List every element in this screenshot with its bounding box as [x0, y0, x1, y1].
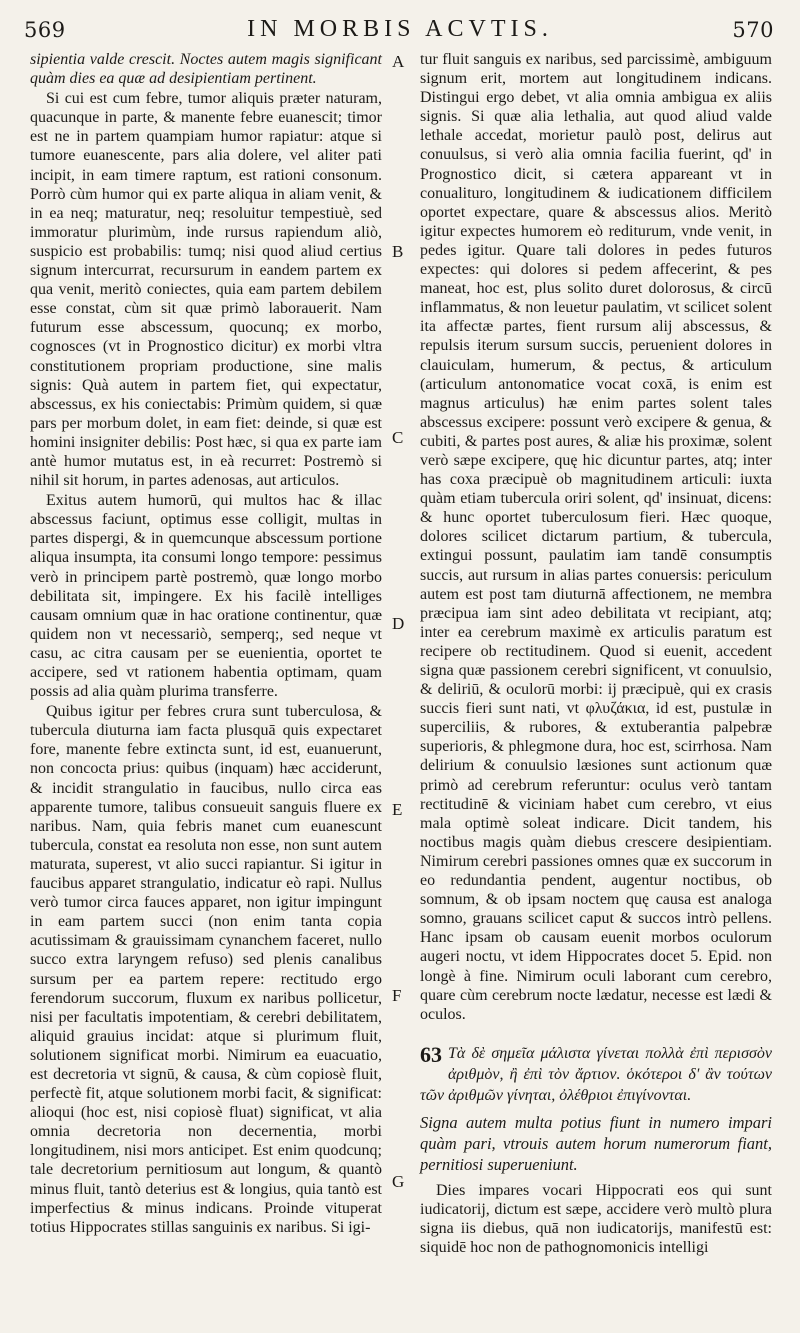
paragraph: tur fluit sanguis ex naribus, sed parcissimè, ambiguum signum erit, mortem aut longitudinem indicans. Distingui ergo debet, vt alia omnia ambigua ex aliis signis. Si quæ alia lethalia, aut quod aliud valde lethale accedat, morietur paulò post, delirus aut conuulsus, si verò alia omnia facilia fuerint, qd' in Prognostico dicit, si cætera appareant vt in conualituro, longitudinem & iudicationem difficilem oportet expectare, quare & abscessus alios. Meritò igitur expectes humorem eò rediturum, vnde venit, in pedes igitur. Quare tali dolores in pedes futuros expectes: qui dolores si pedem affecerint, & pes maneat, hoc est, plus solito duret dolorosus, & circū inflammatus, & non leuetur paulatim, vt scilicet solent ita affectæ partes, fient rursum alij abscessus, & repulsis iterum sursum succis, peruenient dolores in clauiculam, humerum, & pectus, & articulum (articulum antonomatice vocat coxā, is enim est magnus articulus) hæ enim partes solent tales abscessus excipere: possunt verò excipere & genua, & cubiti, & partes post aures, & aliæ his proximæ, solent verò sæpe excipere, quę hic dicuntur partes, atq; inter has coxa præcipuè ob magnitudinem articuli: iuxta quàm etiam tubercula oriri solent, qd' insinuat, dicens: & hunc oportet tuberculosum fieri. Hæc quoque, dolores scilicet dictarum partium, & tubercula, extingui possunt, paulatim iam tandē consumptis succis, aut rursum in alias partes conuersis: periculum autem est post tam diuturnā affectionem, ne membra præcipua iam sint adeo debilitata vt recipiant, atq; inter ea cerebrum maximè ex articulis paratum est recipere ob rectitudinem. Quod si euenit, accedent signa quæ passionem cerebri significent, vt conuulsio, & deliriū, & oculorū morbi: ij præcipuè, qui ex crasis succis fieri sunt nati, vt φλυζάκια, id est, pustulæ in superciliis, & rubores, & extuberantia palpebræ superioris, & phlegmone dura, hoc est, scirrhosa. Nam delirium & conuulsio læsiones sunt actionum quæ primò ad cerebrum referuntur: oculus verò tantam rectitudinē & viciniam habet cum cerebro, vt eius mala optimè soleat indicare. Dicit tandem, his noctibus magis quàm diebus crescere desipientiam. Nimirum cerebri passiones omnes quæ ex succorum in eo redundantia pendent, augentur noctibus, ob somnum, & ob ipsam noctem quę causa est analoga somno, grauans scilicet caput & succos intrò pellens. Hanc ipsam ob causam euenit morbos oculorum augeri noctu, vt idem Hippocrates docet 5. Epid. non longè à fine. Nimirum oculi laborant cum cerebro, quare cùm cerebrum nocte lædatur, necesse est lædi & oculos. [420, 51, 772, 1023]
running-title: IN MORBIS ACVTIS. [247, 16, 553, 42]
margin-letter-a: A [392, 52, 405, 71]
margin-letter-g: G [392, 1172, 405, 1191]
page-number-left: 569 [24, 18, 66, 42]
right-column [420, 50, 772, 1258]
paragraph: Exitus autem humorū, qui multos hac & illac abscessus faciunt, optimus esse colligit, multas in partes dispergi, & in quemcunque abscessum portione aliqua insumpta, ita consumi longo tempore: pessimus verò in principem partè postremò, quæ longo morbo debilitata sit, impingere. Ex his facilè intelliges causam omnium quæ in hac oratione continentur, quæ quidem non vt necessariò, semperq;, sed neque vt casu, ac citra causam per se euenientia, oportet te accipere, sed vt rationem habentia optimam, quam possis ad alia quàm plurima transferre. [30, 492, 382, 701]
margin-letter-f: F [392, 986, 402, 1005]
margin-letter-e: E [392, 800, 403, 819]
left-column [30, 50, 382, 1238]
paragraph: Si cui est cum febre, tumor aliquis præter naturam, quacunque in parte, & manente febre euanescit; timor est ne in partem quampiam humor rapiatur: atque si tumore euanescente, pars alia dolere, vel aliter pati incipit, in eam timere raptum, est rationi consonum. Porrò cùm humor qui ex parte aliqua in aliam venit, & in ea neq; maturatur, neq; resoluitur tempestiuè, sed immoratur plurimùm, inde rursus rapiendum aliò, suspicio est probabilis: tumq; nisi quod aliud certius signum intercurrat, recursurum in eandem partem ex qua venit, meritò coniectes, quia eam partem debilem esse constat, cùm sit quæ primò laborauerit. Nam futurum esse abscessum, quocunq; ex morbo, cognosces (vt in Prognostico dicitur) ex morbi vltra constitutionem propriam productione, sine malis signis: Quà autem in partem fiet, qui expectatur, abscessus, ex his coniectabis: Primùm quidem, si quæ pars per morbum dolet, in eam fiet: deinde, si quæ est homini insigniter debilis: Post hæc, si qua ex parte iam antè humor mutatus est, in eà recurret: Postremò si nihil sit horum, in partes adenosas, aut articulos. [30, 90, 382, 490]
margin-letter-b: B [392, 242, 404, 261]
paragraph: Dies impares vocari Hippocrati eos qui sunt iudicatorij, dictum est sæpe, accidere verò multò plura signa iis diebus, quā non iudicatorijs, manifestū est: siquidē hoc non de pathognomonicis intelligi [420, 1181, 772, 1257]
greek-text: Τὰ δὲ σημεῖα μάλιστα γίνεται πολλὰ ἐπὶ περισσὸν ἀριθμὸν, ἢ ἐπὶ τὸν ἄρτιον. ὁκότεροι δ' ἂν τούτων τῶν ἀριθμῶν γίνηται, ὀλέθριοι ἐπιγίνονται. [420, 1044, 772, 1104]
section-number: 63 [420, 1041, 442, 1067]
margin-letter-c: C [392, 428, 404, 447]
paragraph: sipientia valde crescit. Noctes autem magis significant quàm dies ea quæ ad desipientiam pertinent. [30, 51, 382, 88]
paragraph: Quibus igitur per febres crura sunt tuberculosa, & tubercula diuturna iam facta plusquā quis expectaret fore, manente febre extincta sunt, id est, euanuerunt, non concocta prius: quibus (inquam) hæc acciderunt, & incidit strangulatio in faucibus, nullo circa eas apparente tumore, talibus consueuit sanguis fluere ex naribus. Nam, quia febris manet cum euanescunt tubercula, constat ea resoluta non esse, non sunt autem maturata, superest, vt alio succi rapiantur. Si igitur in faucibus apparet strangulatio, indicatur eò rapi. Nullus verò tumor circa fauces apparet, non igitur impingunt in eam partem succi (non enim tanta copia acutissimam & grauissimam cynanchem faceret, nullo succo extra laryngem refuso) sed plenis canalibus sursum per ea partem repere: rectitudo ergo ferendorum succorum, fluxum ex naribus pollicetur, nisi per facultatis impotentiam, & cerebri debilitatem, aliquid grauius incidat: atque si plurimum fluit, solutionem significat morbi. Nimirum ea euacuatio, est decretoria vt signū, & causa, & cùm copiosè fluit, perfectè fit, atque solutionem morbi facit, & significat: alioqui (hoc est, nisi copiosè fluat) significat, vt alia omnia decretoria non decernentia, morbi longitudinem, nisi mors anticipet. Est enim quodcunq; tale decretorium pernitiosum aut longum, & quantò minus fluit, tantò deterius est & longius, quia tantò est imperfectius & minus indicans. Proinde vituperat totius Hippocrates stillas sanguinis ex naribus. Si igi- [30, 703, 382, 1236]
margin-letter-d: D [392, 614, 405, 633]
page-number-right: 570 [732, 18, 774, 42]
aphorism-block [420, 1043, 772, 1175]
latin-translation: Signa autem multa potius fiunt in numero impari quàm pari, vtrouis autem horum numerorum fiant, pernitiosi superueniunt. [420, 1112, 772, 1174]
page-header [0, 12, 800, 46]
